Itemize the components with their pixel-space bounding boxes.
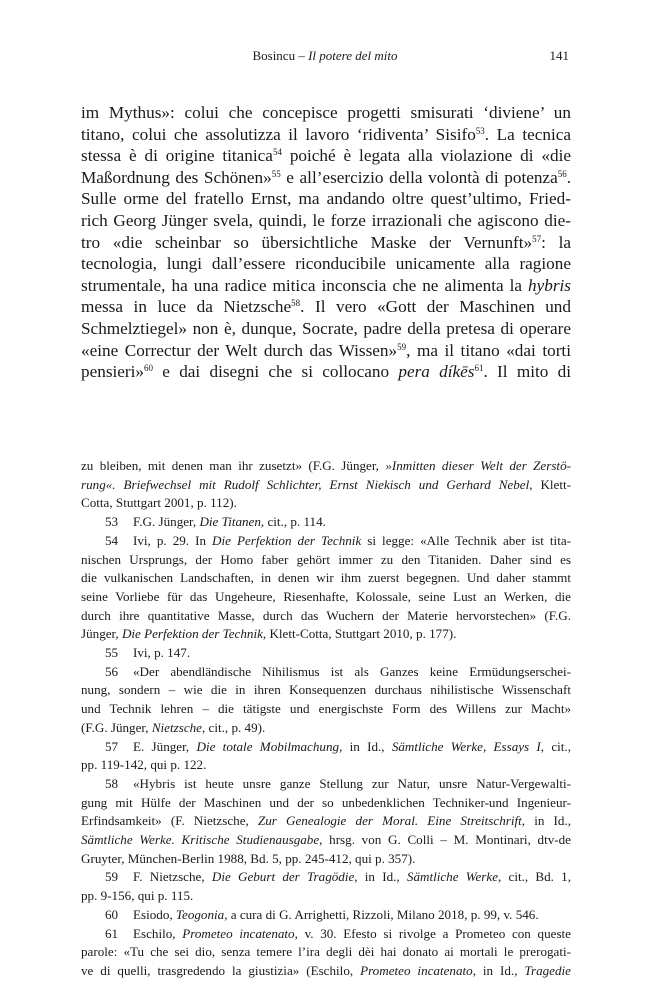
text-line: tecnologia, lungi dall’essere riconducibile unicamente alla ragione [81,254,571,274]
text-line: im Mythus»: colui che concepisce progetti smisurati ‘diviene’ un [81,103,571,122]
footnote-line: Jünger, Die Perfektion der Technik, Klett-Cotta, Stuttgart 2010, p. 177). [81,626,457,642]
footnote-number: 55 [105,645,119,661]
text-line: pensieri»$^{60}$ e dai disegni che si collocano pera díkēs$^{61}$. Il mito di [81,362,571,382]
footnote-line: ve di quelli, trasgredendo la giustizia» (Eschilo, Prometeo incatenato, in Id., Tragedie [81,962,571,978]
footnote-line: nischen Ursprungs, der Homo faber gehört immer zu den Titaniden. Daher sind es [81,551,571,567]
footnote-line: nung, sondern – wie die in ihren Konsequenzen durchaus nihilistische Wissenschaft [81,682,571,698]
text-line: tro «die scheinbar so übersichtliche Maske der Vernunft»$^{57}$: la [81,232,571,252]
footnote-number: 54 [105,532,119,548]
footnote-line: die vulkanischen Landschaften, in denen wir ihm zuerst begegnen. Und daher stammt [81,570,571,586]
footnote-line: rung«. Briefwechsel mit Rudolf Schlichter, Ernst Niekisch und Gerhard Nebel, Klett- [81,476,571,492]
text-line: stessa è di origine titanica$^{54}$ poiché è legata alla violazione di «die [81,146,571,166]
footnote-ref[interactable]: 61 [474,363,484,374]
footnote-line: zu bleiben, mit denen man ihr zusetzt» (F.G. Jünger, »Inmitten dieser Welt der Zerstö- [81,458,571,473]
footnote-line: parole: «Tu che sei dio, senza temere l’ira degli dèi hai donato ai mortali le prerogati- [81,944,571,960]
footnote-ref[interactable]: 54 [272,147,282,158]
page-number: 141 [549,48,569,63]
text-line: «eine Correctur der Welt durch das Wissen»$^{59}$, ma il titano «dai torti [81,340,571,360]
text-line: titano, colui che assolutizza il lavoro ‘ridiventa’ Sisifo$^{53}$. La tecnica [81,124,571,144]
footnote-line: gung mit Hülfe der Maschinen und der so unbedenklichen Techniker-und Ingenieur- [81,794,571,810]
footnote-line: und Technik lehren – die tätigste und energischste Form des Willens zur Macht» [81,701,571,717]
footnote-number: 59 [105,869,119,885]
running-header [0,48,650,68]
text-line: Maßordnung des Schönen»$^{55}$ e all’esercizio della volontà di potenza$^{56}$. [81,167,571,187]
running-head-title: Il potere del mito [308,48,398,63]
footnote-ref[interactable]: 59 [397,341,407,352]
footnote-number: 53 [105,514,119,530]
footnote-line: pp. 119-142, qui p. 122. [81,757,207,773]
text-line: messa in luce da Nietzsche$^{58}$. Il vero «Gott der Maschinen und [81,297,571,317]
footnote-56: 56 «Der abendländische Nihilismus ist als Ganzes keine Ermüdungserschei- [81,663,571,682]
footnote-number: 57 [105,738,119,754]
footnote-54: 54 Ivi, p. 29. In Die Perfektion der Technik si legge: «Alle Technik aber ist tita- [81,532,571,551]
footnote-line: durch ihre quantitative Masse, durch das Wuchern der Materie hervorstechen» (F.G. [81,607,571,623]
footnote-60: 60 Esiodo, Teogonia, a cura di G. Arrighetti, Rizzoli, Milano 2018, p. 99, v. 546. [81,906,571,925]
footnote-line: (F.G. Jünger, Nietzsche, cit., p. 49). [81,719,266,735]
text-line: strumentale, ha una radice mitica inconscia che ne alimenta la hybris [81,275,571,295]
text-line: Sulle orme del fratello Ernst, ma andando oltre quest’ultimo, Fried- [81,189,571,209]
footnote-number: 60 [105,906,119,922]
running-head-author: Bosincu [252,48,296,63]
footnote-ref[interactable]: 53 [475,125,485,136]
footnote-number: 56 [105,663,119,679]
footnote-61: 61 Eschilo, Prometeo incatenato, v. 30. Efesto si rivolge a Prometeo con queste [81,925,571,944]
footnote-ref[interactable]: 60 [144,363,154,374]
footnote-line: pp. 9-156, qui p. 115. [81,888,194,904]
footnote-ref[interactable]: 57 [532,233,542,244]
footnote-number: 61 [105,925,119,941]
footnote-58: 58 «Hybris ist heute unsre ganze Stellung zur Natur, unsre Natur-Vergewalti- [81,775,571,794]
main-text [81,102,571,383]
running-head-separator: – [295,48,309,63]
footnote-55: 55 Ivi, p. 147. [81,644,571,663]
footnote-number: 58 [105,775,119,791]
footnote-ref[interactable]: 56 [557,168,567,179]
text-line: rich Georg Jünger svela, quindi, le forze irrazionali che agiscono die- [81,210,571,230]
footnote-ref[interactable]: 55 [271,168,281,179]
footnote-line: Cotta, Stuttgart 2001, p. 112). [81,495,237,511]
text-line: Schmelztiegel» non è, dunque, Socrate, padre della pretesa di operare [81,318,571,338]
footnote-53: 53 F.G. Jünger, Die Titanen, cit., p. 114. [81,513,571,532]
footnote-line: Sämtliche Werke. Kritische Studienausgabe, hrsg. von G. Colli – M. Montinari, dtv-de [81,832,571,848]
footnote-57: 57 E. Jünger, Die totale Mobilmachung, in Id., Sämtliche Werke, Essays I, cit., [81,738,571,757]
footnote-line: Gruyter, München-Berlin 1988, Bd. 5, pp. 245-412, qui p. 357). [81,850,416,866]
footnote-line: Erfindsamkeit» (F. Nietzsche, Zur Genealogie der Moral. Eine Streitschrift, in Id., [81,813,571,829]
footnotes [81,457,571,981]
footnote-ref[interactable]: 58 [291,298,301,309]
footnote-59: 59 F. Nietzsche, Die Geburt der Tragödie, in Id., Sämtliche Werke, cit., Bd. 1, [81,868,571,887]
footnote-line: seine Vorliebe für das Ungeheure, Riesenhafte, Kolossale, seine Lust an Werken, die [81,588,571,604]
